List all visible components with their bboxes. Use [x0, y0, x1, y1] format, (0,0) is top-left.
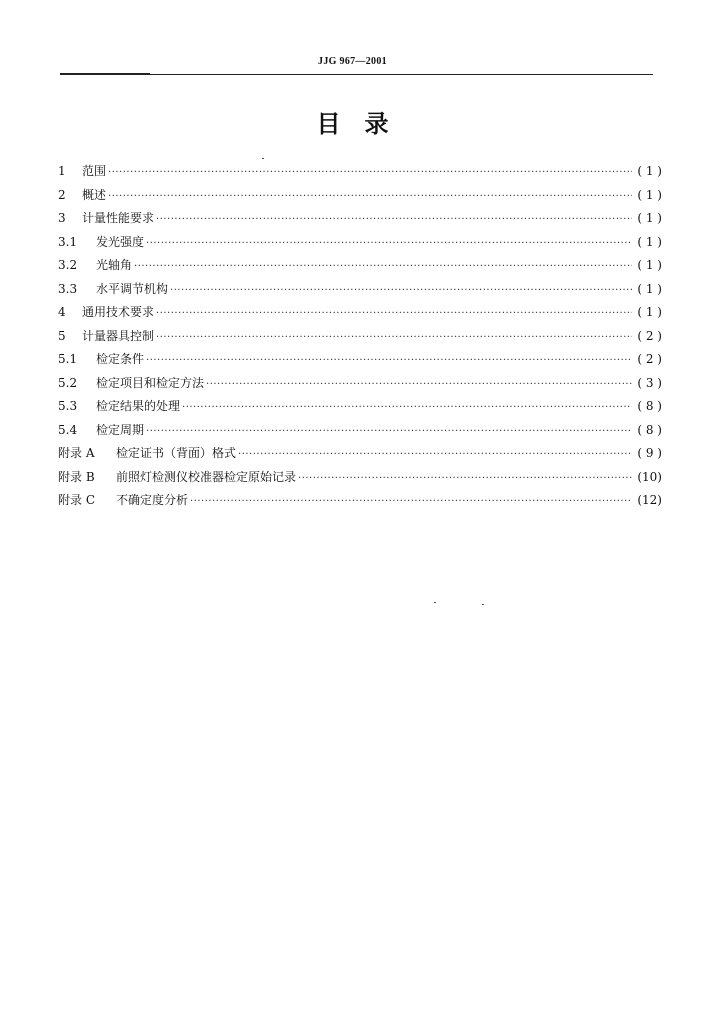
toc-entry-page: ( 8 ): [637, 422, 662, 437]
header-rule-accent: [60, 73, 150, 75]
toc-dot-leader: [108, 185, 632, 209]
toc-entry-page: ( 1 ): [637, 258, 662, 272]
toc-dot-leader: [156, 302, 632, 326]
toc-entry[interactable]: [58, 372, 662, 396]
toc-entry-page: ( 1 ): [637, 164, 662, 178]
toc-entry-label: 检定证书（背面）格式: [116, 446, 237, 460]
toc-entry-number: 5.2: [58, 375, 78, 390]
toc-entry-label: 光轴角: [96, 258, 133, 272]
toc-dot-leader: [146, 420, 632, 444]
toc-entry-page: ( 2 ): [637, 328, 662, 343]
toc-entry-number: 3: [58, 211, 66, 225]
toc-entry[interactable]: [58, 278, 662, 302]
toc-dot-leader: [182, 396, 632, 420]
toc-entry-page: (10): [637, 469, 662, 484]
toc-dot-leader: [146, 232, 632, 256]
toc-entry-label: 检定周期: [96, 422, 145, 437]
toc-entry[interactable]: [58, 207, 662, 231]
toc-entry-number: 附录 C: [58, 493, 95, 507]
scan-speck: [482, 604, 484, 605]
toc-dot-leader: [134, 255, 632, 279]
toc-dot-leader: [238, 443, 632, 467]
toc-entry-page: ( 9 ): [637, 446, 662, 460]
toc-entry[interactable]: [58, 231, 662, 255]
toc-entry-number: 5: [58, 328, 66, 343]
toc-entry-page: ( 2 ): [637, 352, 662, 366]
toc-dot-leader: [170, 279, 632, 303]
scan-speck: [262, 158, 264, 159]
toc-entry[interactable]: [58, 466, 662, 490]
toc-entry-page: ( 8 ): [637, 399, 662, 413]
toc-dot-leader: [156, 326, 632, 350]
toc-dot-leader: [108, 161, 632, 185]
toc-entry[interactable]: [58, 301, 662, 325]
toc-entry[interactable]: [58, 395, 662, 419]
toc-entry-page: ( 1 ): [637, 281, 662, 296]
toc-entry-label: 不确定度分析: [116, 493, 189, 507]
toc-dot-leader: [298, 467, 632, 491]
toc-entry-label: 概述: [82, 187, 107, 202]
toc-entry-page: ( 1 ): [637, 234, 662, 249]
toc-entry-label: 前照灯检测仪校准器检定原始记录: [116, 469, 297, 484]
toc-entry-number: 4: [58, 305, 66, 319]
toc-entry[interactable]: [58, 419, 662, 443]
toc-entry[interactable]: [58, 254, 662, 278]
document-code-header: JJG 967—2001: [318, 56, 387, 67]
toc-entry-number: 3.1: [58, 234, 78, 249]
toc-entry-number: 附录 A: [58, 446, 95, 460]
toc-dot-leader: [156, 208, 632, 232]
toc-entry-number: 1: [58, 164, 66, 178]
toc-entry[interactable]: [58, 325, 662, 349]
toc-entry[interactable]: [58, 184, 662, 208]
toc-entry[interactable]: [58, 348, 662, 372]
page-title: 目 录: [316, 110, 389, 138]
toc-entry-label: 通用技术要求: [82, 305, 155, 319]
toc-dot-leader: [190, 490, 632, 514]
toc-entry-page: ( 1 ): [637, 187, 662, 202]
toc-entry-number: 附录 B: [58, 469, 95, 484]
toc-entry[interactable]: [58, 489, 662, 513]
scan-speck: [434, 602, 436, 603]
toc-entry-label: 计量性能要求: [82, 211, 155, 225]
toc-entry-page: ( 1 ): [637, 211, 662, 225]
toc-entry-page: (12): [637, 493, 662, 507]
toc-entry-label: 发光强度: [96, 234, 145, 249]
toc-entry[interactable]: [58, 160, 662, 184]
toc-dot-leader: [146, 349, 632, 373]
toc-dot-leader: [206, 373, 632, 397]
toc-entry-label: 水平调节机构: [96, 281, 169, 296]
toc-entry-label: 范围: [82, 164, 107, 178]
toc-entry-number: 5.1: [58, 352, 78, 366]
toc-entry-number: 3.2: [58, 258, 78, 272]
toc-entry-number: 2: [58, 187, 66, 202]
toc-entry[interactable]: [58, 442, 662, 466]
toc-entry-number: 5.4: [58, 422, 78, 437]
toc-entry-page: ( 3 ): [637, 375, 662, 390]
toc-entry-label: 计量器具控制: [82, 328, 155, 343]
toc-entry-number: 3.3: [58, 281, 78, 296]
toc-entry-label: 检定项目和检定方法: [96, 375, 205, 390]
toc-entry-number: 5.3: [58, 399, 78, 413]
table-of-contents: [58, 160, 662, 513]
toc-entry-label: 检定结果的处理: [96, 399, 181, 413]
toc-entry-label: 检定条件: [96, 352, 145, 366]
toc-entry-page: ( 1 ): [637, 305, 662, 319]
